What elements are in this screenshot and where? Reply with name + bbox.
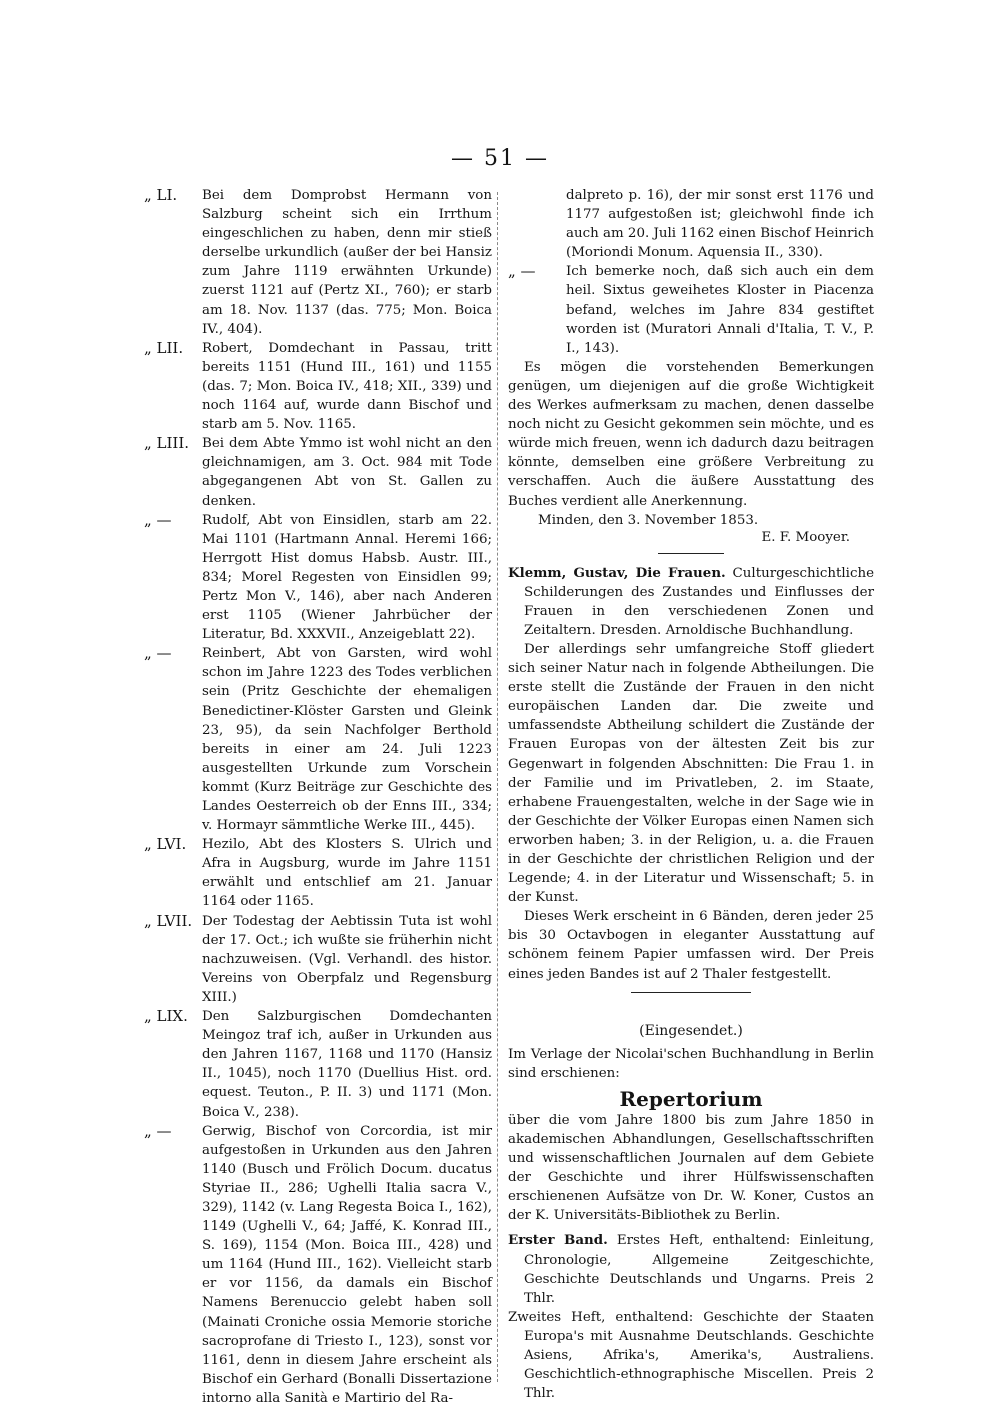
entry-label: „ — — [144, 510, 172, 529]
heft-2: Zweites Heft, enthaltend: Geschichte der Staaten Europa's mit Ausnahme Deutschlands. Geschichte Asiens, Afrika's, Amerika's, Australiens. Geschichtlich-ethnographische Miscellen. Preis 2 Thlr. — [508, 1309, 874, 1402]
submitted-intro: Im Verlage der Nicolai'schen Buchhandlung in Berlin sind erschienen: — [508, 1046, 874, 1081]
section-rule — [658, 553, 724, 554]
entry-text: Gerwig, Bischof von Corcordia, ist mir aufgestoßen in Urkunden aus den Jahren 1140 (Busch und Frölich Docum. ducatus Styriae II., 286; Ughelli Italia sacra V., 329), 1142 (v. Lang Regesta Boica I., 162), 1149 (Ughelli V., 64; Jaffé, K. Konrad III., S. 169), 1154 (Mon. Boica III., 428) und um 1164 (Hund III., 162). Vielleicht starb er vor 1156, da damals ein Bischof Namens Berenuccio gelebt haben soll (Mainati Croniche ossia Memorie storiche sacroprofane di Triesto I., 123), sonst vor 1161, denn in diesem Jahre erscheint als Bischof ein Gerhard (Bonalli Dissertazione intorno alla Sanità e Martirio del Ra- — [202, 1123, 492, 1406]
entry-piacenza — [508, 262, 874, 357]
entry-LVI — [144, 835, 492, 911]
entry-label: „ LII. — [144, 338, 184, 357]
review-paragraph-2: Dieses Werk erscheint in 6 Bänden, deren jeder 25 bis 30 Octavbogen in eleganter Ausstattung auf schönem feinem Papier umfassen wird. Der Preis eines jeden Bandes ist auf 2 Thaler festgestellt. — [508, 909, 874, 982]
entry-LVII — [144, 912, 492, 1007]
band-label: Erster Band. — [508, 1232, 608, 1249]
entry-LI — [144, 186, 492, 339]
entry-text: Ich bemerke noch, daß sich auch ein dem heil. Sixtus geweihetes Kloster in Piacenza befand, welches im Jahre 834 gestiftet worden ist (Muratori Annali d'Italia, T. V., P. I., 143). — [566, 264, 874, 356]
entry-text: Reinbert, Abt von Garsten, wird wohl schon im Jahre 1223 des Todes verblichen sein (Pritz Geschichte der ehemaligen Benedictiner-Klöster Garsten und Gleink 23, 95), da sein Nachfolger Berthold bereits in einer am 24. Juli 1223 ausgestellten Urkunde zum Vorschein kommt (Kurz Beiträge zur Geschichte des Landes Oesterreich ob der Enns III., 334; v. Hormayr sämmtliche Werke III., 445). — [202, 646, 492, 834]
signature-name: E. F. Mooyer. — [761, 529, 850, 545]
submitted-heading: (Eingesendet.) — [639, 1022, 743, 1039]
closing-paragraph: Es mögen die vorstehenden Bemerkungen genügen, um diejenigen auf die große Wichtigkeit des Werkes aufmerksam zu machen, denen dasselbe noch nicht zu Gesicht gekommen sein möchte, und es würde mich freuen, wenn ich dadurch dazu beitragen könnte, demselben eine größere Verbreitung zu verschaffen. Auch die äußere Ausstattung des Buches verdient alle Anerkennung. — [508, 359, 874, 509]
page-number: — 51 — — [451, 146, 549, 171]
entry-LIII — [144, 434, 492, 510]
entry-gerwig — [144, 1122, 492, 1408]
review-heading — [508, 564, 874, 640]
entry-text: Den Salzburgischen Domdechanten Meingoz traf ich, außer in Urkunden aus den Jahren 1167, 1168 und 1170 (Hansiz II., 1045), noch 1170 (Duellius Hist. ord. equest. Teuton., P. II. 3) und 1171 (Mon. Boica V., 238). — [202, 1009, 492, 1120]
entry-text: Der Todestag der Aebtissin Tuta ist wohl der 17. Oct.; ich wußte sie früherhin nicht nachzuweisen. (Vgl. Verhandl. des histor. Vereins von Oberpfalz und Regensburg XIII.) — [202, 913, 492, 1005]
entry-text: Rudolf, Abt von Einsidlen, starb am 22. Mai 1101 (Hartmann Annal. Heremi 166; Herrgott Hist domus Habsb. Austr. III., 834; Morel Regesten von Einsidlen 99; Pertz Mon V., 146), aber nach Anderen erst 1105 (Wiener Jahrbücher der Literatur, Bd. XXXVII., Anzeigeblatt 22). — [202, 512, 492, 643]
entry-reinbert — [144, 644, 492, 835]
heft-1-text: Erstes Heft, enthaltend: Einleitung, Chronologie, Allgemeine Zeitgeschichte, Geschichte Deutschlands und Ungarns. Preis 2 Thlr. — [524, 1233, 874, 1306]
column-divider — [497, 192, 499, 1382]
entry-text: Bei dem Abte Ymmo ist wohl nicht an den gleichnamigen, am 3. Oct. 984 mit Tode abgegangenen Abt von St. Gallen zu denken. — [202, 436, 492, 509]
entry-text: Bei dem Domprobst Hermann von Salzburg scheint sich ein Irrthum eingeschlichen zu haben, denn mir stieß derselbe urkundlich (außer der bei Hansiz zum Jahre 1119 erwähnten Urkunde) zuerst 1121 auf (Pertz XI., 760); er starb am 18. Nov. 1137 (das. 775; Mon. Boica IV., 404). — [202, 188, 492, 337]
entry-label: „ LI. — [144, 186, 178, 204]
continuation-entry — [508, 186, 874, 262]
repertorium-title: Repertorium — [619, 1086, 763, 1111]
entry-label: „ LIII. — [144, 434, 190, 453]
heft-1 — [508, 1231, 874, 1307]
entry-label: „ — — [144, 644, 172, 663]
entry-label: „ — — [144, 1121, 172, 1140]
left-column — [144, 186, 492, 1408]
entry-label: „ LVI. — [144, 835, 187, 854]
entry-rudolf — [144, 511, 492, 645]
entry-LII — [144, 339, 492, 434]
repertorium-text: über die vom Jahre 1800 bis zum Jahre 1850 in akademischen Abhandlungen, Gesellschaftsschriften und wissenschaftlichen Journalen auf dem Gebiete der Geschichte und ihrer Hülfswissenschaften erschienenen Aufsätze von Dr. W. Koner, Custos an der K. Universitäts-Bibliothek zu Berlin. — [508, 1112, 874, 1224]
entry-label: „ LVII. — [144, 911, 193, 930]
continuation-text: dalpreto p. 16), der mir sonst erst 1176 und 1177 aufgestoßen ist; gleichwohl finde ich auch am 20. Juli 1162 einen Bischof Heinrich (Moriondi Monum. Aquensia II., 330). — [566, 188, 874, 261]
review-title: Klemm, Gustav, Die Frauen. — [508, 564, 726, 581]
signature-place: Minden, den 3. November 1853. — [538, 512, 759, 528]
entry-label: „ — — [508, 262, 536, 281]
entry-LIX — [144, 1007, 492, 1122]
entry-text: Robert, Domdechant in Passau, tritt bereits 1151 (Hund III., 161) und 1155 (das. 7; Mon. Boica IV., 418; XII., 339) und noch 1164 auf, wurde dann Bischof und starb am 5. Nov. 1165. — [202, 340, 492, 433]
entry-text: Hezilo, Abt des Klosters S. Ulrich und Afra in Augsburg, wurde im Jahre 1151 erwählt und entschlief am 21. Januar 1164 oder 1165. — [202, 837, 492, 910]
review-title-rest: Culturgeschichtliche Schilderungen des Zustandes und Einflusses der Frauen in den verschiedenen Zonen und Zeitaltern. Dresden. Arnoldische Buchhandlung. — [524, 565, 874, 638]
entry-label: „ LIX. — [144, 1007, 188, 1026]
right-column — [508, 186, 874, 1403]
review-paragraph-1: Der allerdings sehr umfangreiche Stoff gliedert sich seiner Natur nach in folgende Abtheilungen. Die erste stellt die Zustände der Frauen in den nicht europäischen Landen dar. Die zweite und umfassendste Abtheilung schildert die Zustände der Frauen Europas von der ältesten Zeit bis zur Gegenwart in folgenden Abschnitten: Die Frau 1. in der Familie und im Privatleben, 2. im Staate, erhabene Frauengestalten, welche in der Sage wie in der Geschichte der Völker Europas einen Namen sich erworben haben; 3. in der Religion, u. a. die Frauen in der Geschichte der christlichen Religion und der Legende; 4. in der Literatur und Wissenschaft; 5. in der Kunst. — [508, 641, 874, 906]
section-rule — [631, 992, 751, 993]
